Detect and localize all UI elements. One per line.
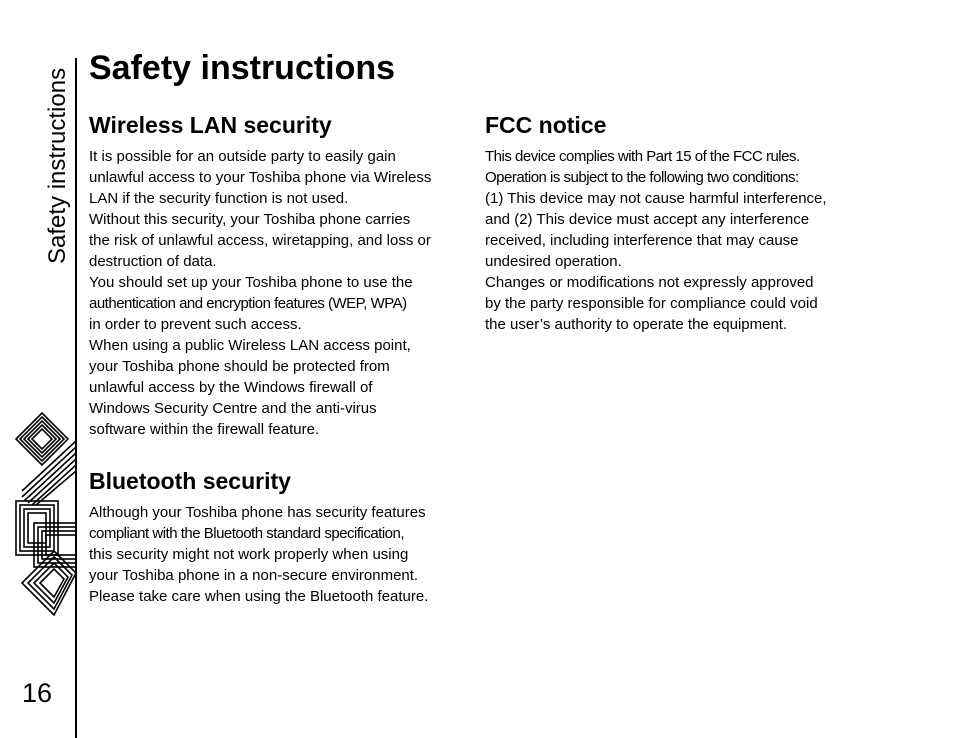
wireless-line: When using a public Wireless LAN access point, <box>89 337 411 354</box>
wireless-line: Without this security, your Toshiba phone carries <box>89 211 411 228</box>
wireless-section <box>89 110 469 440</box>
fcc-line: Operation is subject to the following two conditions: <box>485 169 799 186</box>
margin-rule <box>75 58 77 738</box>
wireless-line: authentication and encryption features (WEP, WPA) <box>89 295 407 312</box>
wireless-line: You should set up your Toshiba phone to use the <box>89 274 413 291</box>
wireless-line: unlawful access to your Toshiba phone via Wireless <box>89 169 432 186</box>
bluetooth-heading: Bluetooth security <box>89 468 291 494</box>
fcc-line: undesired operation. <box>485 253 622 270</box>
wireless-heading: Wireless LAN security <box>89 112 332 138</box>
wireless-line: Windows Security Centre and the anti-virus <box>89 400 377 417</box>
wireless-line: unlawful access by the Windows firewall of <box>89 379 373 396</box>
fcc-line: received, including interference that may cause <box>485 232 799 249</box>
decorative-pattern-icon <box>8 405 76 630</box>
wireless-line: destruction of data. <box>89 253 217 270</box>
wireless-line: LAN if the security function is not used. <box>89 190 349 207</box>
page-title: Safety instructions <box>89 49 396 87</box>
fcc-line: Changes or modifications not expressly approved <box>485 274 814 291</box>
page-number: 16 <box>22 678 53 708</box>
fcc-section <box>485 110 865 335</box>
bluetooth-line: compliant with the Bluetooth standard specification, <box>89 525 405 542</box>
section-side-label: Safety instructions <box>44 67 71 264</box>
wireless-line: in order to prevent such access. <box>89 316 302 333</box>
fcc-line: and (2) This device must accept any interference <box>485 211 810 228</box>
bluetooth-line: this security might not work properly when using <box>89 546 409 563</box>
fcc-line: the user’s authority to operate the equipment. <box>485 316 788 333</box>
wireless-line: your Toshiba phone should be protected from <box>89 358 390 375</box>
fcc-heading: FCC notice <box>485 112 607 138</box>
bluetooth-line: your Toshiba phone in a non-secure environment. <box>89 567 419 584</box>
bluetooth-section <box>89 466 469 607</box>
wireless-line: the risk of unlawful access, wiretapping, and loss or <box>89 232 431 249</box>
fcc-line: This device complies with Part 15 of the FCC rules. <box>485 148 800 165</box>
wireless-line: software within the firewall feature. <box>89 421 320 438</box>
fcc-line: (1) This device may not cause harmful interference, <box>485 190 827 207</box>
wireless-line: It is possible for an outside party to easily gain <box>89 148 396 165</box>
bluetooth-line: Please take care when using the Bluetooth feature. <box>89 588 429 605</box>
bluetooth-line: Although your Toshiba phone has security features <box>89 504 426 521</box>
fcc-line: by the party responsible for compliance could void <box>485 295 818 312</box>
